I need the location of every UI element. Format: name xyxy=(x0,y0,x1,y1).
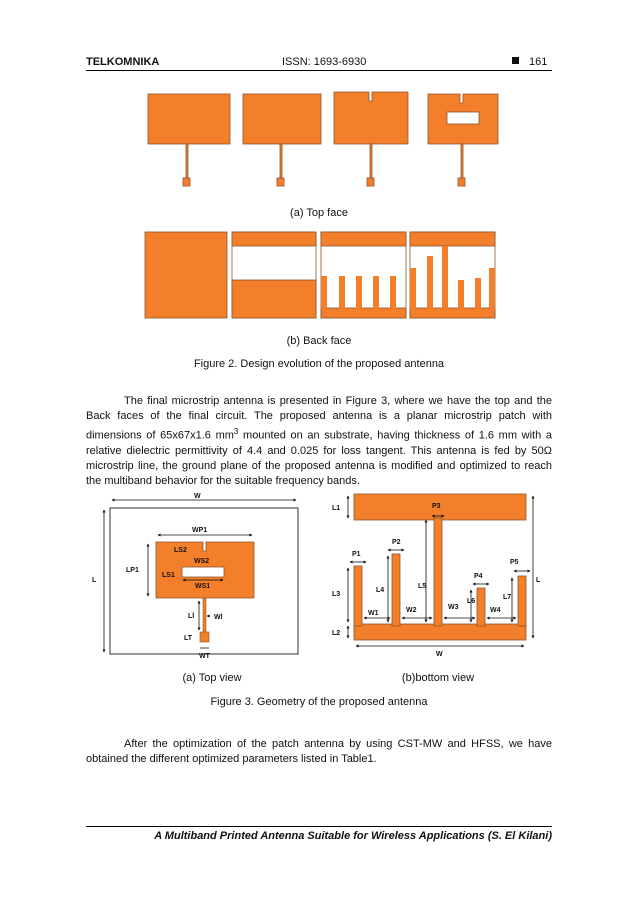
dim-L2: L2 xyxy=(332,630,341,637)
dim-L5: L5 xyxy=(418,583,427,590)
para1-text-a: The final microstrip antenna is presented in Figure 3, where we have the top and the Back faces of the final circuit. The proposed antenna is a planar microstrip patch with dimensions of 65x67x1.6 mm xyxy=(86,395,552,442)
ground-bottom-strip xyxy=(354,624,526,640)
dim-L: L xyxy=(536,577,541,584)
running-footer: A Multiband Printed Antenna Suitable for Wireless Applications (S. El Kilani) xyxy=(154,830,552,842)
figure3-caption: Figure 3. Geometry of the proposed antenna xyxy=(210,696,428,708)
dim-L7: L7 xyxy=(503,594,512,601)
dim-L: L xyxy=(92,577,97,584)
back-ground-1 xyxy=(145,232,227,318)
figure3-sub-a: (a) Top view xyxy=(182,672,242,684)
dim-P2: P2 xyxy=(392,539,401,546)
feed-line xyxy=(203,598,206,634)
stub-3 xyxy=(434,518,442,626)
header-rule xyxy=(86,70,552,71)
body-paragraph-2 xyxy=(86,737,552,767)
dim-LT: LT xyxy=(184,635,193,642)
figure3-top-view xyxy=(86,488,308,666)
para1-superscript: 3 xyxy=(233,427,239,436)
top-feed-3 xyxy=(370,144,372,179)
figure3-sub-b: (b)bottom view xyxy=(401,672,475,684)
feed-port xyxy=(200,632,209,642)
footer-rule xyxy=(86,826,552,827)
figure2-caption: Figure 2. Design evolution of the proposed antenna xyxy=(193,358,445,370)
figure2-top-face xyxy=(140,88,508,190)
dim-Wl: Wl xyxy=(214,614,223,621)
para1-text-b: mounted on an substrate, having thickness of 1.6 mm with a relative dielectric permittivity of 4.4 and 0.025 for loss tangent. This antenna is fed by 50Ω microstrip line, the ground plane of the proposed antenna is modified and optimized to reach the multiband behavior for the suitable frequency bands. xyxy=(86,429,552,487)
issn-label: ISSN: 1693-6930 xyxy=(282,56,367,68)
page-number-value: 161 xyxy=(529,56,548,68)
top-feed-2 xyxy=(280,144,282,179)
dim-LS1: LS1 xyxy=(162,572,175,579)
dim-Ll: Ll xyxy=(188,613,195,620)
dim-W: W xyxy=(194,493,201,500)
top-port-4 xyxy=(458,178,465,186)
top-port-1 xyxy=(183,178,190,186)
stub-1 xyxy=(354,566,362,626)
stub-2 xyxy=(392,554,400,626)
top-feed-4 xyxy=(461,144,463,179)
dim-WS1: WS1 xyxy=(195,583,211,590)
dim-L6: L6 xyxy=(467,598,476,605)
top-port-3 xyxy=(367,178,374,186)
para2-text: After the optimization of the patch antenna by using CST-MW and HFSS, we have obtained the different optimized parameters listed in Table1. xyxy=(86,738,552,765)
top-patch-3 xyxy=(334,92,408,144)
patch-slot xyxy=(182,567,224,577)
dim-W: W xyxy=(436,651,443,658)
figure2-back-face xyxy=(140,228,500,322)
body-paragraph-1 xyxy=(86,394,552,489)
dim-WP1: WP1 xyxy=(192,527,208,534)
top-patch-1 xyxy=(148,94,230,144)
journal-name: TELKOMNIKA xyxy=(86,56,160,68)
figure3-bottom-view xyxy=(326,488,552,666)
dim-W2: W2 xyxy=(406,607,417,614)
figure2-back-caption: (b) Back face xyxy=(286,335,352,347)
dim-WT: WT xyxy=(199,653,210,660)
dim-P1: P1 xyxy=(352,551,361,558)
dim-L1: L1 xyxy=(332,505,341,512)
page-number xyxy=(512,56,547,68)
stub-4 xyxy=(477,588,485,626)
dim-P5: P5 xyxy=(510,559,519,566)
top-patch-2 xyxy=(243,94,321,144)
top-port-2 xyxy=(277,178,284,186)
dim-LS2: LS2 xyxy=(174,547,187,554)
figure2-top-caption: (a) Top face xyxy=(290,207,348,219)
top-feed-1 xyxy=(186,144,188,179)
stub-5 xyxy=(518,576,526,626)
dim-W3: W3 xyxy=(448,604,459,611)
dim-WS2: WS2 xyxy=(194,558,210,565)
dim-L3: L3 xyxy=(332,591,341,598)
dim-W1: W1 xyxy=(368,610,379,617)
top-slot-4 xyxy=(447,112,479,124)
dim-W4: W4 xyxy=(490,607,501,614)
dim-L4: L4 xyxy=(376,587,385,594)
dim-P3: P3 xyxy=(432,503,441,510)
bullet-square-icon xyxy=(512,57,519,64)
dim-LP1: LP1 xyxy=(126,567,139,574)
dim-P4: P4 xyxy=(474,573,483,580)
